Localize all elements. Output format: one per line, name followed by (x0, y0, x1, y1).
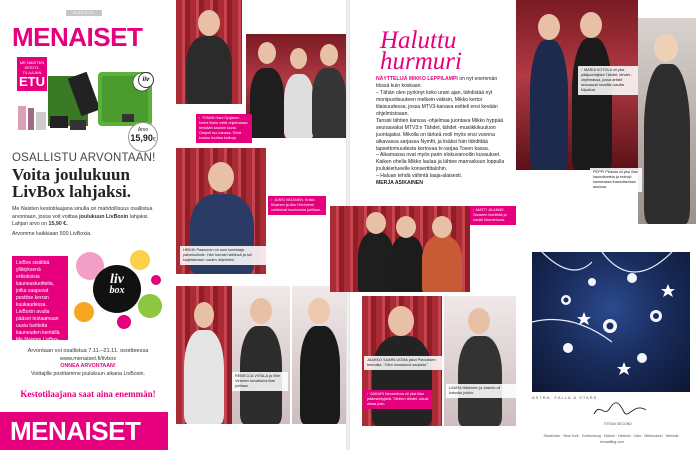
jewelry-brand: ASTRA, FALLA & STARS (532, 395, 598, 400)
livbox-logo (97, 273, 137, 296)
photo-man-scarf (176, 0, 242, 104)
entry-instructions: Arvontaan voi osallistua 7.11.–21.11. osoitteessa www.menaiset.fi/livbox (27, 348, 149, 362)
store-cities: Stockholm · New York · Gothenburg · Malmö · Helsinki · Oslo · Miltonslund · Helsinki · efvaattling.com (543, 434, 681, 444)
article-lede (376, 76, 510, 90)
folio-tag: SUOSIO (66, 10, 102, 16)
livbox-logo-bottom: box (109, 285, 125, 296)
liv-logo-small: liv (138, 72, 154, 88)
lead-bold: joulukuun LivBoxin (79, 213, 129, 220)
price-tag (128, 122, 158, 152)
bottom-masthead: MENAISET (0, 412, 168, 450)
article-body (376, 76, 510, 187)
photo-woman-white (176, 286, 232, 424)
article-p3: – Aikamassa ovat myös parin elokuvarooliin kuvaukset. (376, 152, 501, 159)
lead-price: 15,90 €. (48, 221, 68, 227)
article-signature: MERJA ASIKAINEN (376, 180, 423, 187)
article-p4: Kaiken ohella Mikko laulaa ja lähtee marraskuun loppulla joulukiertueelle konserttitalohin. (376, 159, 505, 173)
price-tag-suffix: € (152, 137, 156, 143)
photo-peppi (638, 18, 696, 224)
article-byline: NÄYTTELIJÄ MIKKO LEPPILAMPI (376, 76, 458, 82)
photo-group-jussi (330, 206, 470, 292)
price-tag-prefix: Arvo (137, 127, 149, 133)
photo-group-three (246, 34, 346, 138)
lead-text (12, 206, 164, 229)
livbox-logo-top: liv (110, 272, 124, 287)
livbox-info-box: LivBox sisältää yllätyksenä erikokoisia kauneustuotteita, jotka saapuvat postitse kerran kuukaudessa. LivBoxin avulla pääset testaamaan uusia tuotteita kauneuden kentällä. Me Naisten LivBox-lahjan lunastamalla et sitoudu kuukausitilaaseen vielä. (12, 256, 68, 340)
onnea-text: Voittajille postitamme joulukuun aikana LivBoxin. (31, 370, 145, 377)
badge-top: ME NAISTEN (19, 60, 45, 65)
lead-part1: Me Naisten kestotilaajana sinulla on mahdollisuus osallistua arvontaan, jossa voit voittaa (12, 206, 153, 220)
caption-8: LAURA Häkkinen ja Jasmin oli kutsuttu juhliin. (446, 384, 516, 398)
caption-7: ↑ SAKARI Nevanlinna oli yksi illan pääesiintyjistä. Tähtien tähdet -kausi alkaa pian. (364, 390, 432, 409)
article-p2: Tanssii tähtien kanssa -ohjelmaa juontava Mikko hyppää seuraavaksi MTV3:n Tähdet, tähdet -musiikkikuuluon juontajaksi. Mikolla on tärkeä rooli myös ensi vuonna alkavassa sarjassa Nymfit, ja lisäksi hän tähdittää lapsettomuudesta kertovaa tv-sarjaa Tosen kassa. (376, 117, 504, 152)
caption-5: REBECCA VIITALA ja Ville Virtanen kuvattuina illan juhlissa. (232, 372, 288, 391)
caption-1: ↑ TOMMI Hani Syrjänen kertoi Ilkein miltä ohjelmassa tehdään kauniin kuvia. Ompeli tuo kanssa. Siinä kuuluu tuottaa kaikuja. (196, 114, 252, 143)
masthead-logo: MENAISET (12, 22, 143, 52)
caption-6: JAAKKO SAARILUOMA jakoi Putouksen teemalla. "Olen innostunut sarjasta." (364, 356, 442, 370)
badge-big: ETU (19, 74, 45, 89)
price-text: Arvomme kaikkiaan 500 LivBoxia. (12, 231, 92, 237)
article-intro: on nyt enemmän töissä kuin koskaan. (376, 76, 498, 89)
osallistu-heading: OSALLISTU ARVONTAAN! (12, 152, 156, 164)
photo-blonde (292, 286, 346, 424)
kesto-slogan: Kestotilaajana saat aina enemmän! (20, 389, 156, 399)
caption-3: ↑ JUSSI VATANEN. Kristo Kivanen ja Aku Hirviniemi vaihtoivat kuulumisia juhlissa. (268, 196, 326, 215)
jewelry-ad-image (532, 252, 690, 392)
article-p1: – Tähän olen pyrkinyt koko urani ajan, tähdistää nyt monipuolisuuteen melkein väkisin, Mikko kertoi tilaisuudessa, jossa MTV3-kanava esitteli ensi kevään ohjelmistoaan. (376, 89, 498, 117)
onnea-block (12, 363, 164, 378)
onnea-title: ONNEA ARVONTAAN! (60, 363, 116, 369)
photo-laura (444, 296, 516, 426)
photo-rebecca (232, 286, 290, 424)
article-headline: Haluttu hurmuri (380, 27, 462, 75)
signature-caption: ETEAN SECOND (604, 422, 632, 426)
kestotilaaja-badge (17, 57, 47, 91)
price-tag-value: 15,90 (130, 133, 153, 143)
badge-line2: KESTO- (24, 65, 40, 70)
caption-4: ↑ MATTI JA ANNE. Saranen ilmiöttää ja nauttii illanvietosta. (470, 206, 516, 225)
caption-2: HEIKKI Paasonen on uusi somistaja palveluoliolle. Hän hurrasi häihinsä ja tuli kuljettamaan uusien ohjelmien. (180, 246, 266, 265)
lead-part2: lahjaksi. Lahjan arvo on (12, 213, 149, 227)
caption-10: PEPPI Pihkala oli yksi illan kaunottarista ja esiintyi kamerassa ihastuttavissa asuissa. (590, 168, 642, 192)
caption-9: ↑ MARIA KOTOLA oli yksi pääjuontajista Tähdet, tähdet -ohjelmassa, jossa artistit seuraavat musiikin kautta kilpailua. (578, 66, 638, 95)
badge-line3: TILAAJAN (22, 70, 42, 75)
designer-signature (590, 400, 650, 420)
article-p5: – Haluan tehdä vähintä laaja-alaisesti. (376, 173, 463, 180)
voita-headline: Voita joulukuun LivBox lahjaksi. (12, 165, 132, 201)
